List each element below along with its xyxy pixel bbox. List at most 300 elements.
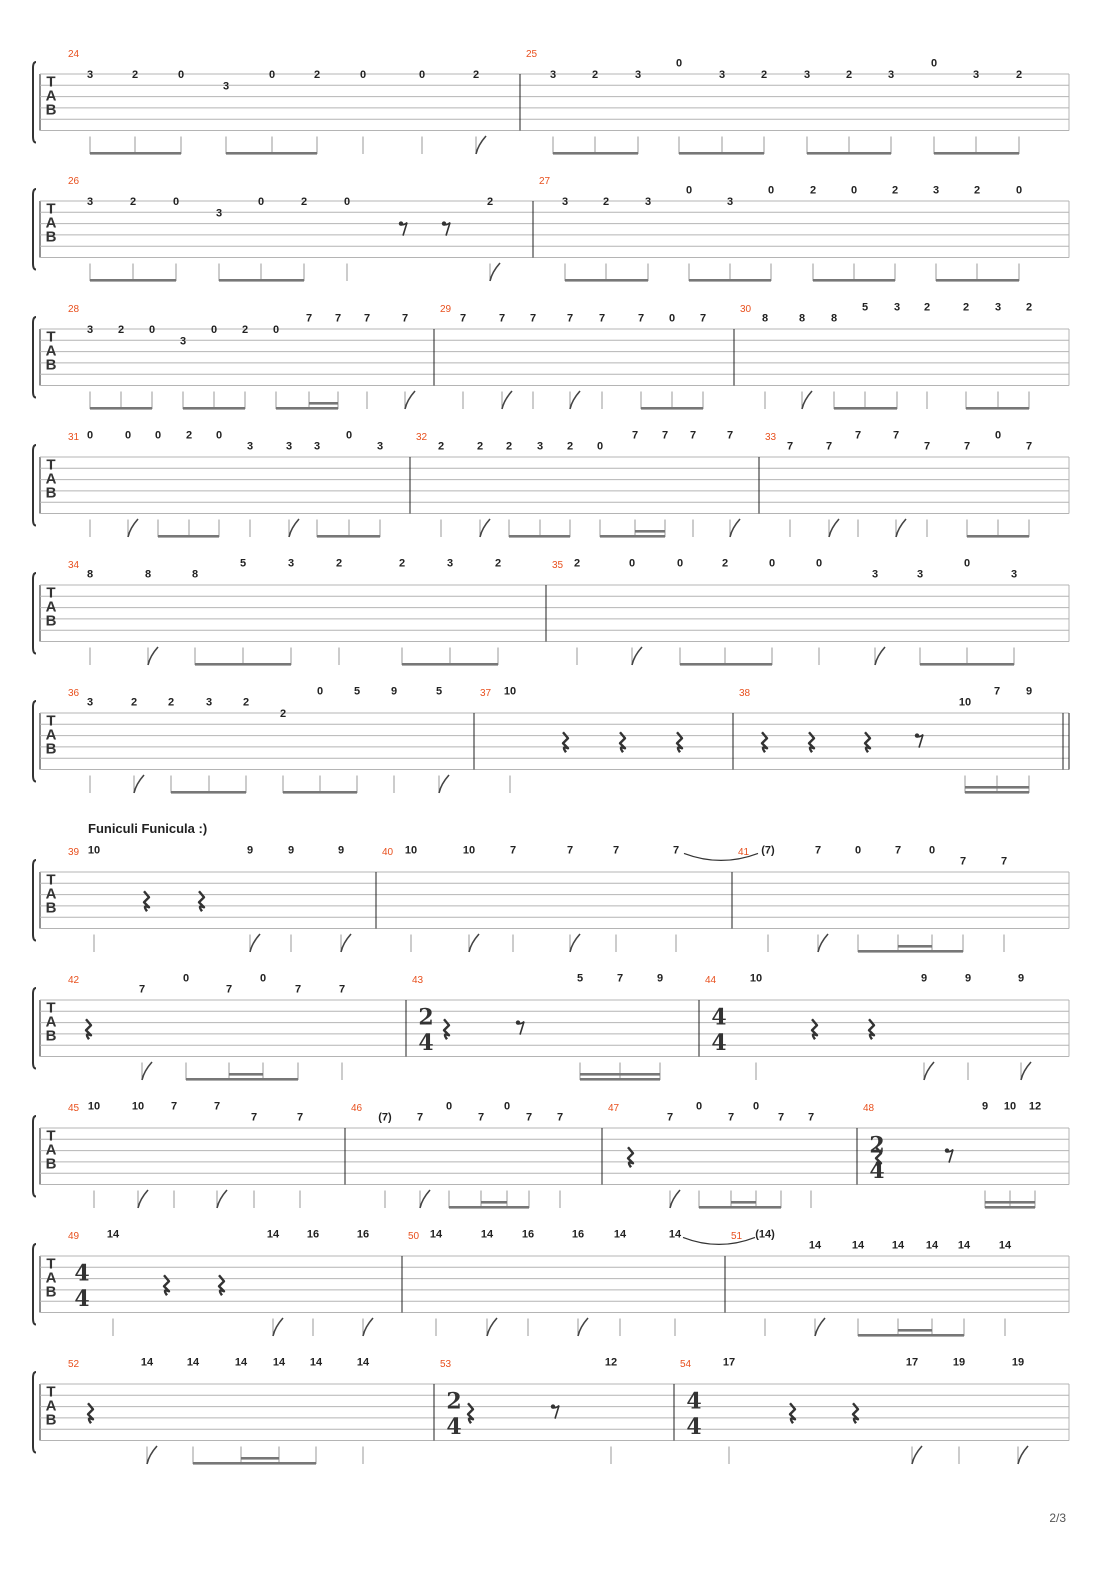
eighth-beam xyxy=(680,663,772,666)
eighth-flag xyxy=(148,647,158,665)
fret-number: 5 xyxy=(861,301,869,314)
measure-49 xyxy=(68,1228,373,1336)
eighth-beam xyxy=(276,407,338,410)
fret-number: 2 xyxy=(129,196,137,208)
fret-number: 0 xyxy=(172,196,180,208)
fret-number: 9 xyxy=(287,844,295,857)
fret-number: 3 xyxy=(179,335,187,348)
fret-number: 7 xyxy=(777,1111,785,1124)
tab-system-8 xyxy=(33,972,1069,1080)
sixteenth-beam xyxy=(898,1329,932,1332)
fret-number: 3 xyxy=(549,69,557,81)
fret-number: 14 xyxy=(808,1239,822,1252)
tab-clef-letter: A xyxy=(45,214,57,232)
eighth-flag xyxy=(128,519,138,537)
fret-number: (7) xyxy=(761,844,775,857)
fret-number: 0 xyxy=(268,69,276,81)
eighth-beam xyxy=(283,791,357,794)
eighth-beam xyxy=(90,152,181,155)
fret-number: 14 xyxy=(613,1228,627,1241)
tab-clef-letter: A xyxy=(45,470,57,488)
tab-clef-letter: T xyxy=(46,871,56,889)
fret-number: 0 xyxy=(345,429,353,442)
sixteenth-beam xyxy=(731,1201,756,1204)
tab-clef-letter: A xyxy=(45,1397,57,1415)
fret-number: 16 xyxy=(356,1228,370,1241)
fret-number: 3 xyxy=(561,196,569,208)
tab-clef-letter: A xyxy=(45,598,57,616)
eighth-flag xyxy=(502,391,512,409)
tab-system-9 xyxy=(33,1100,1069,1208)
fret-number: 3 xyxy=(871,568,879,581)
fret-number: 3 xyxy=(916,568,924,581)
fret-number: 7 xyxy=(825,440,833,453)
fret-number: 2 xyxy=(130,696,138,709)
fret-number: 7 xyxy=(814,844,822,857)
fret-number: 7 xyxy=(170,1100,178,1113)
bar-number: 24 xyxy=(68,49,80,60)
fret-number: 8 xyxy=(86,568,94,581)
measure-32 xyxy=(410,429,740,537)
eighth-flag xyxy=(147,1446,157,1464)
fret-number: (14) xyxy=(755,1228,775,1241)
fret-number: 7 xyxy=(459,312,467,325)
fret-number: 2 xyxy=(602,196,610,208)
fret-number: 0 xyxy=(359,69,367,81)
eighth-beam xyxy=(195,663,291,666)
time-signature-bottom: 4 xyxy=(418,1030,434,1057)
fret-number: 14 xyxy=(480,1228,494,1241)
eighth-flag xyxy=(829,519,839,537)
fret-number: 3 xyxy=(803,69,811,81)
fret-number: 9 xyxy=(1025,685,1033,698)
fret-number: 3 xyxy=(932,184,940,197)
fret-number: 7 xyxy=(661,429,669,442)
fret-number: 2 xyxy=(279,708,287,720)
system-bracket xyxy=(33,317,36,398)
sixteenth-beam xyxy=(635,530,665,533)
fret-number: 10 xyxy=(462,844,476,857)
fret-number: 7 xyxy=(1025,440,1033,453)
fret-number: 0 xyxy=(316,685,324,698)
eighth-flag xyxy=(469,934,479,952)
fret-number: 3 xyxy=(1010,568,1018,581)
fret-number: 2 xyxy=(573,557,581,570)
fret-number: 7 xyxy=(401,312,409,325)
fret-number: 10 xyxy=(87,1100,101,1113)
fret-number: 7 xyxy=(963,440,971,453)
fret-number: 14 xyxy=(234,1356,248,1369)
tab-clef-letter: B xyxy=(45,1283,57,1301)
time-signature-bottom: 4 xyxy=(686,1414,702,1441)
eighth-beam xyxy=(317,535,380,538)
tab-clef-letter: T xyxy=(46,456,56,474)
system-bracket xyxy=(33,573,36,654)
eighth-beam xyxy=(965,791,1029,794)
eighth-beam xyxy=(834,407,897,410)
measure-42 xyxy=(68,972,345,1080)
tab-system-2 xyxy=(33,176,1069,282)
sixteenth-beam xyxy=(580,1073,660,1076)
eighth-beam xyxy=(449,1206,529,1209)
fret-number: 7 xyxy=(726,429,734,442)
eighth-flag xyxy=(439,775,449,793)
fret-number: 2 xyxy=(398,557,406,570)
time-signature-bottom: 4 xyxy=(74,1286,90,1313)
tab-clef-letter: B xyxy=(45,1155,57,1173)
fret-number: 14 xyxy=(891,1239,905,1252)
bar-number: 45 xyxy=(68,1103,80,1114)
sixteenth-beam xyxy=(309,402,338,405)
eighth-flag xyxy=(217,1190,227,1208)
fret-number: 8 xyxy=(761,312,769,325)
measure-38 xyxy=(733,685,1032,793)
time-signature-bottom: 4 xyxy=(869,1158,885,1185)
fret-number: 9 xyxy=(1017,972,1025,985)
fret-number: 7 xyxy=(786,440,794,453)
fret-number: 7 xyxy=(225,983,233,996)
fret-number: 0 xyxy=(752,1100,760,1113)
eighth-flag xyxy=(730,519,740,537)
tab-clef-letter: B xyxy=(45,228,57,246)
sixteenth-beam xyxy=(985,1201,1035,1204)
fret-number: 0 xyxy=(445,1100,453,1113)
bar-number: 38 xyxy=(739,688,751,699)
eighth-beam xyxy=(985,1206,1035,1209)
eighth-beam xyxy=(565,279,648,282)
fret-number: 3 xyxy=(222,80,230,93)
fret-number: 9 xyxy=(981,1100,989,1113)
measure-40 xyxy=(376,844,679,952)
fret-number: 16 xyxy=(571,1228,585,1241)
tab-clef-letter: A xyxy=(45,342,57,360)
fret-number: 7 xyxy=(250,1111,258,1124)
eighth-flag xyxy=(570,391,580,409)
fret-number: 0 xyxy=(994,429,1002,442)
eighth-beam xyxy=(858,1334,964,1337)
measure-43 xyxy=(406,972,663,1080)
fret-number: 0 xyxy=(675,57,683,70)
eighth-beam xyxy=(967,535,1029,538)
eighth-flag xyxy=(289,519,299,537)
fret-number: 2 xyxy=(437,440,445,453)
sixteenth-beam xyxy=(965,786,1029,789)
fret-number: 3 xyxy=(287,557,295,570)
fret-number: 7 xyxy=(556,1111,564,1124)
bar-number: 26 xyxy=(68,176,80,187)
eighth-rest xyxy=(916,735,923,748)
fret-number: 7 xyxy=(334,312,342,325)
fret-number: 0 xyxy=(850,184,858,197)
fret-number: 0 xyxy=(668,312,676,325)
fret-number: 2 xyxy=(167,696,175,709)
tab-clef-letter: A xyxy=(45,1141,57,1159)
eighth-beam xyxy=(699,1206,781,1209)
fret-number: 8 xyxy=(830,312,838,325)
fret-number: 3 xyxy=(893,301,901,314)
fret-number: 7 xyxy=(959,855,967,868)
eighth-flag xyxy=(134,775,144,793)
measure-35 xyxy=(546,557,1017,665)
fret-number: 12 xyxy=(604,1356,618,1369)
system-bracket xyxy=(33,189,36,270)
eighth-beam xyxy=(158,535,219,538)
system-bracket xyxy=(33,701,36,782)
fret-number: 0 xyxy=(685,184,693,197)
tab-clef-letter: T xyxy=(46,712,56,730)
measure-25 xyxy=(520,49,1022,155)
tab-clef-letter: T xyxy=(46,328,56,346)
bar-number: 33 xyxy=(765,432,777,443)
fret-number: 0 xyxy=(767,184,775,197)
tab-system-4 xyxy=(33,429,1069,537)
tab-clef-letter: T xyxy=(46,1383,56,1401)
eighth-beam xyxy=(813,279,895,282)
time-signature-top: 4 xyxy=(711,1004,727,1031)
fret-number: 3 xyxy=(644,196,652,208)
sixteenth-beam xyxy=(481,1201,507,1204)
fret-number: 9 xyxy=(656,972,664,985)
fret-number: 3 xyxy=(86,196,94,208)
fret-number: 7 xyxy=(296,1111,304,1124)
eighth-flag xyxy=(896,519,906,537)
fret-number: 0 xyxy=(259,972,267,985)
fret-number: 0 xyxy=(854,844,862,857)
fret-number: 14 xyxy=(356,1356,370,1369)
eighth-rest xyxy=(517,1022,524,1035)
eighth-flag xyxy=(405,391,415,409)
eighth-beam xyxy=(600,535,665,538)
tab-system-5 xyxy=(33,557,1069,665)
measure-28 xyxy=(68,304,415,410)
tab-clef-letter: A xyxy=(45,1013,57,1031)
eighth-beam xyxy=(679,152,764,155)
fret-number: 0 xyxy=(343,196,351,208)
eighth-beam xyxy=(90,407,152,410)
time-signature-top: 4 xyxy=(686,1388,702,1415)
fret-number: 2 xyxy=(241,324,249,336)
fret-number: 2 xyxy=(962,301,970,314)
tab-clef-letter: T xyxy=(46,999,56,1017)
bar-number: 42 xyxy=(68,975,80,986)
fret-number: 14 xyxy=(925,1239,939,1252)
bar-number: 27 xyxy=(539,176,551,187)
fret-number: 0 xyxy=(418,69,426,81)
fret-number: 2 xyxy=(185,429,193,442)
fret-number: 14 xyxy=(266,1228,280,1241)
bar-number: 34 xyxy=(68,560,80,571)
eighth-flag xyxy=(420,1190,430,1208)
fret-number: 10 xyxy=(958,696,972,709)
fret-number: 2 xyxy=(566,440,574,453)
fret-number: 2 xyxy=(891,184,899,197)
time-signature-top: 2 xyxy=(446,1388,462,1415)
fret-number: 14 xyxy=(998,1239,1012,1252)
fret-number: 0 xyxy=(210,324,218,336)
fret-number: 7 xyxy=(666,1111,674,1124)
fret-number: 7 xyxy=(631,429,639,442)
fret-number: 10 xyxy=(749,972,763,985)
fret-number: 3 xyxy=(887,69,895,81)
fret-number: 16 xyxy=(521,1228,535,1241)
sixteenth-beam xyxy=(898,945,932,948)
fret-number: 2 xyxy=(486,196,494,208)
system-bracket xyxy=(33,445,36,526)
fret-number: 0 xyxy=(86,429,94,442)
fret-number: 14 xyxy=(957,1239,971,1252)
fret-number: 2 xyxy=(335,557,343,570)
fret-number: 7 xyxy=(923,440,931,453)
system-bracket xyxy=(33,62,36,143)
tab-clef-letter: A xyxy=(45,726,57,744)
fret-number: 0 xyxy=(676,557,684,570)
tab-clef-letter: T xyxy=(46,1255,56,1273)
fret-number: 7 xyxy=(566,312,574,325)
eighth-rest xyxy=(946,1150,953,1163)
fret-number: 0 xyxy=(815,557,823,570)
tab-clef-letter: B xyxy=(45,899,57,917)
fret-number: 7 xyxy=(807,1111,815,1124)
eighth-flag xyxy=(273,1318,283,1336)
fret-number: 7 xyxy=(363,312,371,325)
fret-number: 3 xyxy=(215,207,223,220)
measure-36 xyxy=(68,685,449,793)
sixteenth-beam xyxy=(229,1073,263,1076)
bar-number: 50 xyxy=(408,1231,420,1242)
fret-number: 9 xyxy=(246,844,254,857)
eighth-beam xyxy=(183,407,245,410)
eighth-beam xyxy=(226,152,317,155)
sixteenth-beam xyxy=(241,1457,279,1460)
fret-number: 9 xyxy=(390,685,398,698)
fret-number: 7 xyxy=(1000,855,1008,868)
eighth-beam xyxy=(689,279,771,282)
system-bracket xyxy=(33,1244,36,1325)
fret-number: 3 xyxy=(86,69,94,81)
fret-number: 0 xyxy=(596,440,604,453)
measure-47 xyxy=(602,1100,814,1208)
fret-number: 2 xyxy=(721,557,729,570)
fret-number: 7 xyxy=(509,844,517,857)
fret-number: (7) xyxy=(378,1111,392,1124)
measure-44 xyxy=(699,972,1031,1080)
measure-51 xyxy=(725,1228,1012,1336)
eighth-beam xyxy=(934,152,1019,155)
measure-29 xyxy=(434,304,706,410)
tab-clef-letter: B xyxy=(45,101,57,119)
tab-system-6 xyxy=(33,685,1069,793)
eighth-beam xyxy=(219,279,304,282)
fret-number: 14 xyxy=(106,1228,120,1241)
fret-number: 8 xyxy=(798,312,806,325)
fret-number: 2 xyxy=(476,440,484,453)
fret-number: 7 xyxy=(566,844,574,857)
tab-clef-letter: T xyxy=(46,73,56,91)
fret-number: 0 xyxy=(930,57,938,70)
eighth-beam xyxy=(171,791,246,794)
eighth-flag xyxy=(912,1446,922,1464)
eighth-flag xyxy=(363,1318,373,1336)
fret-number: 0 xyxy=(257,196,265,208)
tab-system-3 xyxy=(33,301,1069,409)
fret-number: 0 xyxy=(182,972,190,985)
tab-system-11 xyxy=(33,1356,1069,1464)
tab-clef-letter: A xyxy=(45,1269,57,1287)
time-signature-top: 2 xyxy=(418,1004,434,1031)
eighth-rest xyxy=(400,223,407,236)
fret-number: 2 xyxy=(591,69,599,81)
fret-number: 14 xyxy=(186,1356,200,1369)
fret-number: 3 xyxy=(634,69,642,81)
eighth-flag xyxy=(818,934,828,952)
fret-number: 3 xyxy=(86,324,94,336)
eighth-beam xyxy=(936,279,1019,282)
fret-number: 10 xyxy=(503,685,517,698)
measure-46 xyxy=(345,1100,563,1208)
fret-number: 0 xyxy=(148,324,156,336)
fret-number: 7 xyxy=(637,312,645,325)
fret-number: 12 xyxy=(1028,1100,1042,1113)
bar-number: 39 xyxy=(68,847,80,858)
tab-clef-letter: B xyxy=(45,612,57,630)
fret-number: 0 xyxy=(272,324,280,336)
fret-number: 0 xyxy=(215,429,223,442)
fret-number: 7 xyxy=(894,844,902,857)
bar-number: 40 xyxy=(382,847,394,858)
fret-number: 8 xyxy=(144,568,152,581)
fret-number: 0 xyxy=(1015,184,1023,197)
measure-39 xyxy=(68,844,351,952)
eighth-flag xyxy=(250,934,260,952)
bar-number: 47 xyxy=(608,1103,620,1114)
tab-clef-letter: T xyxy=(46,200,56,218)
eighth-flag xyxy=(142,1062,152,1080)
fret-number: 2 xyxy=(760,69,768,81)
tab-system-1 xyxy=(33,49,1069,155)
bar-number: 25 xyxy=(526,49,538,60)
fret-number: 2 xyxy=(1025,301,1033,314)
fret-number: 7 xyxy=(525,1111,533,1124)
bar-number: 48 xyxy=(863,1103,875,1114)
section-heading: Funiculi Funicula :) xyxy=(88,821,208,836)
fret-number: 0 xyxy=(124,429,132,442)
fret-number: 14 xyxy=(309,1356,323,1369)
fret-number: 10 xyxy=(131,1100,145,1113)
bar-number: 30 xyxy=(740,304,752,315)
fret-number: 19 xyxy=(952,1356,966,1369)
bar-number: 51 xyxy=(731,1231,743,1242)
tab-clef-letter: T xyxy=(46,584,56,602)
measure-37 xyxy=(474,685,682,793)
eighth-flag xyxy=(670,1190,680,1208)
eighth-beam xyxy=(858,950,963,953)
bar-number: 49 xyxy=(68,1231,80,1242)
fret-number: 7 xyxy=(672,844,680,857)
fret-number: 7 xyxy=(612,844,620,857)
bar-number: 28 xyxy=(68,304,80,315)
tab-clef-letter: A xyxy=(45,87,57,105)
tab-system-10 xyxy=(33,1228,1069,1336)
fret-number: 2 xyxy=(313,69,321,81)
measure-53 xyxy=(434,1356,617,1464)
fret-number: 17 xyxy=(722,1356,736,1369)
bar-number: 35 xyxy=(552,560,564,571)
fret-number: 2 xyxy=(242,696,250,709)
bar-number: 53 xyxy=(440,1359,452,1370)
fret-number: 5 xyxy=(576,972,584,985)
measure-48 xyxy=(857,1100,1041,1208)
eighth-flag xyxy=(138,1190,148,1208)
